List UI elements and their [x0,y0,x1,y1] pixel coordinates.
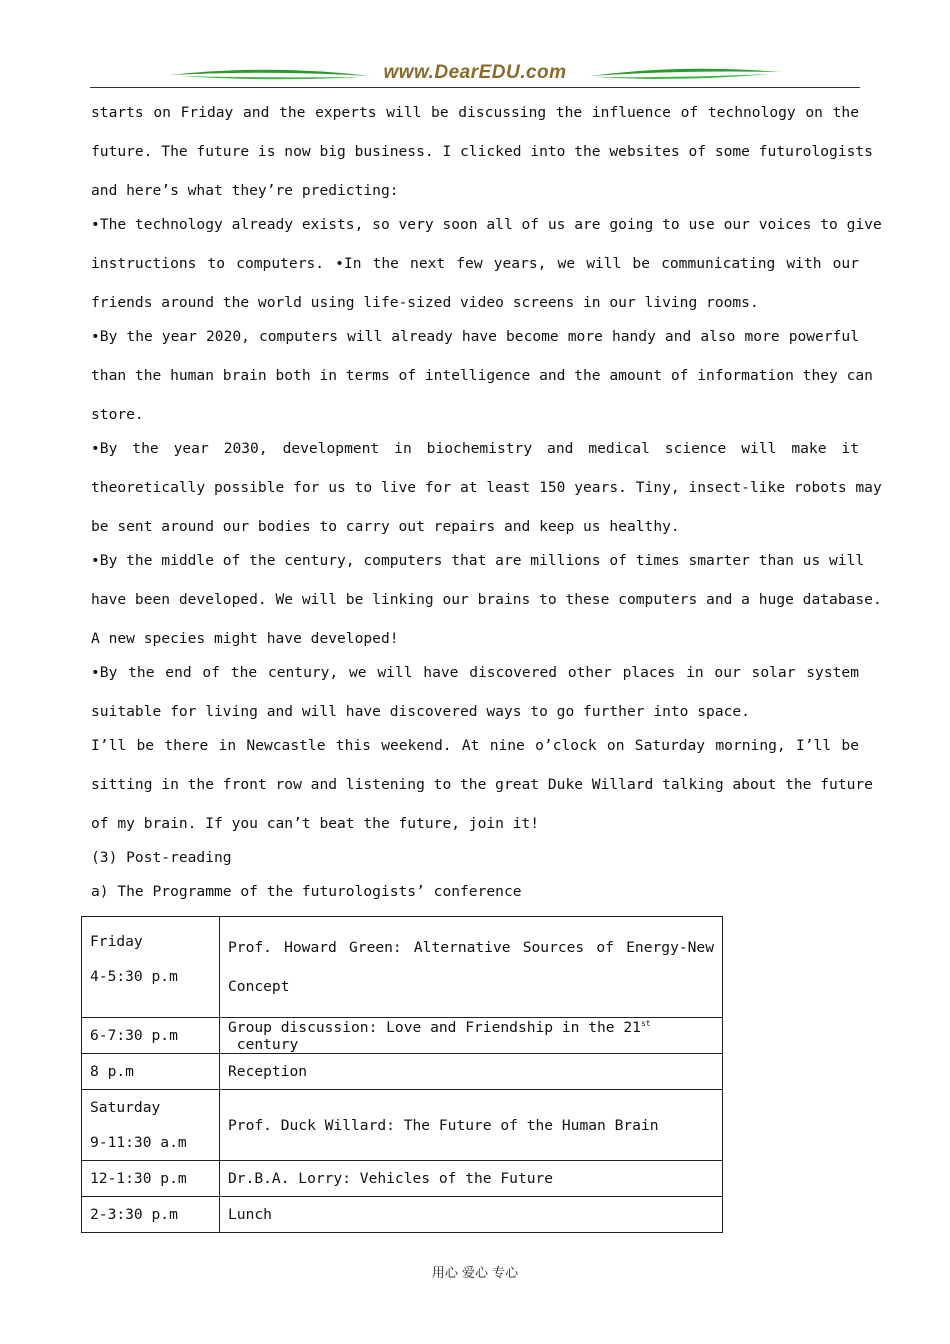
event-label: Group discussion: Love and Friendship in the 21 [228,1018,641,1036]
header-rule [90,87,860,88]
table-row [82,1054,723,1090]
table-row [82,1197,723,1233]
event-label: Lunch [228,1206,272,1223]
text-line: starts on Friday and the experts will be discussing the influence of technology on the [91,104,859,121]
site-logo[interactable]: www.DearEDU.com [383,62,567,83]
event-label: Reception [228,1063,308,1080]
prediction-bullet-2020 [91,324,873,436]
prediction-bullet-end-century [91,660,859,733]
prediction-bullet-voices [91,212,882,324]
intro-paragraph [91,100,873,212]
text-line: have been developed. We will be linking our brains to these computers and a huge database. [91,591,882,608]
closing-paragraph [91,733,873,845]
article-body [91,100,882,913]
event-cell [220,1054,723,1090]
day-label: Friday [90,933,143,950]
page-header [90,58,860,88]
text-line: sitting in the front row and listening to the great Duke Willard talking about the future [91,776,873,793]
time-cell [82,1197,220,1233]
table-row [82,1161,723,1197]
time-cell [82,1161,220,1197]
left-swoosh-decoration [170,66,370,84]
time-label: 6-7:30 p.m [90,1027,178,1044]
time-cell [82,917,220,1018]
time-label: 2-3:30 p.m [90,1206,178,1223]
time-label: 4-5:30 p.m [90,968,178,985]
time-cell [82,1018,220,1054]
text-line: •By the middle of the century, computers that are millions of times smarter than us will [91,552,865,569]
prediction-bullet-2030 [91,436,882,548]
text-line: •By the end of the century, we will have discovered other places in our solar system [91,664,859,681]
text-line: •By the year 2020, computers will already have become more handy and also more powerful [91,328,859,345]
day-label: Saturday [90,1099,161,1116]
table-row [82,917,723,1018]
event-cell [220,1018,723,1054]
text-line: theoretically possible for us to live for at least 150 years. Tiny, insect-like robots may [91,479,882,496]
event-label-tail: century [228,1035,299,1053]
text-line: and here’s what they’re predicting: [91,182,399,199]
text-line: friends around the world using life-sized video screens in our living rooms. [91,294,759,311]
text-line: suitable for living and will have discovered ways to go further into space. [91,703,750,720]
text-line: of my brain. If you can’t beat the future, join it! [91,815,540,832]
event-cell [220,917,723,1018]
text-line: be sent around our bodies to carry out repairs and keep us healthy. [91,518,680,535]
time-cell [82,1090,220,1161]
time-label: 8 p.m [90,1063,134,1080]
text-line: •By the year 2030, development in biochemistry and medical science will make it [91,440,859,457]
programme-table [81,916,723,1233]
section-heading: (3) Post-reading [91,849,232,866]
table-row [82,1090,723,1161]
event-cell [220,1161,723,1197]
time-cell [82,1054,220,1090]
text-line: instructions to computers. •In the next few years, we will be communicating with our [91,255,859,272]
event-superscript: st [640,1018,651,1028]
text-line: than the human brain both in terms of intelligence and the amount of information they can [91,367,873,384]
event-cell [220,1197,723,1233]
text-line: I’ll be there in Newcastle this weekend. At nine o’clock on Saturday morning, I’ll be [91,737,859,754]
event-label: Prof. Howard Green: Alternative Sources of Energy-New [228,939,714,956]
event-label: Prof. Duck Willard: The Future of the Human Brain [228,1116,659,1134]
text-line: future. The future is now big business. I clicked into the websites of some futurologists [91,143,873,160]
event-label: Dr.B.A. Lorry: Vehicles of the Future [228,1170,554,1187]
text-line: A new species might have developed! [91,630,399,647]
prediction-bullet-middle-century [91,548,882,660]
right-swoosh-decoration [590,66,780,84]
time-label: 9-11:30 a.m [90,1134,187,1151]
event-label: Concept [228,978,290,995]
table-caption: a) The Programme of the futurologists’ conference [91,883,522,900]
text-line: •The technology already exists, so very soon all of us are going to use our voices to give [91,216,882,233]
page-footer: 用心 爱心 专心 [431,1266,519,1281]
time-label: 12-1:30 p.m [90,1170,187,1187]
table-row [82,1018,723,1054]
text-line: store. [91,406,144,423]
event-cell [220,1090,723,1161]
